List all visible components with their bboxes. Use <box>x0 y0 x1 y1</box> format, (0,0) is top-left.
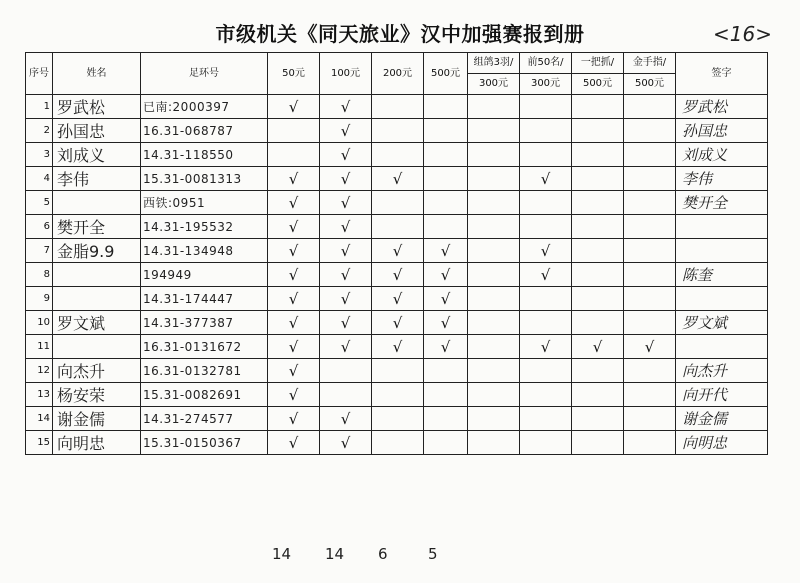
fee-50-cell: √ <box>268 335 320 359</box>
ring-number-cell <box>141 119 268 143</box>
group-cell <box>468 215 520 239</box>
seq-cell: 15 <box>26 431 53 455</box>
fee-100-cell: √ <box>320 263 372 287</box>
fee-100-cell: √ <box>320 167 372 191</box>
header-gold-top: 金手指/ <box>624 53 676 74</box>
name-cell <box>53 143 141 167</box>
fee-50-cell: √ <box>268 431 320 455</box>
document-title: 市级机关《同天旅业》汉中加强赛报到册 <box>215 22 585 46</box>
table-row <box>26 215 768 239</box>
fee-500-cell: √ <box>424 263 468 287</box>
group-cell <box>468 383 520 407</box>
fee-50-cell: √ <box>268 191 320 215</box>
fee-500-cell: √ <box>424 311 468 335</box>
header-grab-top: 一把抓/ <box>572 53 624 74</box>
group-cell <box>468 119 520 143</box>
table-row <box>26 407 768 431</box>
ring-number-cell <box>141 359 268 383</box>
ring-number-cell-text: 16.31-068787 <box>143 123 234 138</box>
group-cell <box>468 311 520 335</box>
name-cell <box>53 359 141 383</box>
ring-number-cell-text: 已南:2000397 <box>143 100 230 114</box>
name-cell <box>53 215 141 239</box>
fee-200-cell <box>372 191 424 215</box>
fee-200-cell <box>372 95 424 119</box>
top50-cell <box>520 287 572 311</box>
fee-500-cell <box>424 431 468 455</box>
ring-number-cell-text: 16.31-0131672 <box>143 339 242 354</box>
top50-cell <box>520 119 572 143</box>
signature-cell-text <box>676 242 682 260</box>
seq-cell: 12 <box>26 359 53 383</box>
ring-number-cell-text: 15.31-0150367 <box>143 435 242 450</box>
name-cell <box>53 263 141 287</box>
grab-cell <box>572 191 624 215</box>
name-cell <box>53 383 141 407</box>
ring-number-cell-text: 16.31-0132781 <box>143 363 242 378</box>
seq-cell: 4 <box>26 167 53 191</box>
name-cell-text <box>53 265 57 284</box>
name-cell <box>53 407 141 431</box>
fee-100-cell: √ <box>320 407 372 431</box>
fee-200-cell <box>372 359 424 383</box>
signature-cell-text: 向开代 <box>682 386 728 404</box>
name-cell <box>53 311 141 335</box>
grab-cell <box>572 215 624 239</box>
seq-cell: 13 <box>26 383 53 407</box>
fee-200-cell <box>372 143 424 167</box>
ring-number-cell-text: 14.31-118550 <box>143 147 234 162</box>
fee-500-cell: √ <box>424 239 468 263</box>
signature-cell <box>676 191 768 215</box>
fee-500-cell <box>424 407 468 431</box>
fee-500-cell <box>424 95 468 119</box>
group-cell <box>468 287 520 311</box>
grab-cell <box>572 95 624 119</box>
seq-cell: 3 <box>26 143 53 167</box>
ring-number-cell <box>141 239 268 263</box>
fee-50-cell <box>268 119 320 143</box>
seq-cell: 7 <box>26 239 53 263</box>
header-50: 50元 <box>268 53 320 95</box>
name-cell <box>53 119 141 143</box>
registration-table <box>25 52 768 455</box>
fee-500-cell: √ <box>424 287 468 311</box>
fee-100-cell: √ <box>320 287 372 311</box>
table-row <box>26 335 768 359</box>
ring-number-cell-text: 14.31-134948 <box>143 243 234 258</box>
page-number: <16> <box>713 22 772 46</box>
ring-number-cell-text: 14.31-195532 <box>143 219 234 234</box>
seq-cell: 2 <box>26 119 53 143</box>
grab-cell <box>572 359 624 383</box>
top50-cell <box>520 383 572 407</box>
fee-500-cell <box>424 383 468 407</box>
ring-number-cell <box>141 287 268 311</box>
fee-200-cell <box>372 215 424 239</box>
fee-200-cell: √ <box>372 311 424 335</box>
fee-200-cell <box>372 407 424 431</box>
grab-cell <box>572 311 624 335</box>
top50-cell <box>520 431 572 455</box>
top50-cell: √ <box>520 239 572 263</box>
header-seq: 序号 <box>26 53 53 95</box>
group-cell <box>468 359 520 383</box>
fee-500-cell <box>424 143 468 167</box>
group-cell <box>468 239 520 263</box>
gold-cell: √ <box>624 335 676 359</box>
fee-200-cell: √ <box>372 287 424 311</box>
fee-100-cell: √ <box>320 335 372 359</box>
fee-500-cell <box>424 191 468 215</box>
name-cell <box>53 431 141 455</box>
table-row <box>26 359 768 383</box>
table-row <box>26 239 768 263</box>
signature-cell-text: 李伟 <box>682 170 713 188</box>
ring-number-cell <box>141 167 268 191</box>
ring-number-cell <box>141 215 268 239</box>
fee-200-cell: √ <box>372 263 424 287</box>
top50-cell: √ <box>520 263 572 287</box>
group-cell <box>468 431 520 455</box>
name-cell-text: 金脂9.9 <box>57 242 115 261</box>
total-500: 5 <box>428 545 438 563</box>
gold-cell <box>624 191 676 215</box>
signature-cell <box>676 407 768 431</box>
name-cell <box>53 191 141 215</box>
fee-500-cell <box>424 215 468 239</box>
ring-number-cell <box>141 431 268 455</box>
ring-number-cell <box>141 143 268 167</box>
fee-500-cell <box>424 359 468 383</box>
grab-cell <box>572 119 624 143</box>
name-cell-text: 孙国忠 <box>57 122 106 141</box>
top50-cell <box>520 407 572 431</box>
fee-100-cell <box>320 359 372 383</box>
fee-200-cell: √ <box>372 167 424 191</box>
seq-cell: 6 <box>26 215 53 239</box>
table-row <box>26 431 768 455</box>
gold-cell <box>624 167 676 191</box>
fee-100-cell: √ <box>320 119 372 143</box>
header-top50-bottom: 300元 <box>520 74 572 95</box>
top50-cell <box>520 359 572 383</box>
header-group-bottom: 300元 <box>468 74 520 95</box>
name-cell-text: 刘成义 <box>57 146 106 165</box>
total-200: 6 <box>378 545 388 563</box>
grab-cell <box>572 431 624 455</box>
signature-cell-text: 刘成义 <box>682 146 728 164</box>
signature-cell-text <box>676 218 682 236</box>
table-row <box>26 167 768 191</box>
header-sign: 签字 <box>676 53 768 95</box>
gold-cell <box>624 119 676 143</box>
signature-cell <box>676 359 768 383</box>
fee-200-cell: √ <box>372 239 424 263</box>
header-ring: 足环号 <box>141 53 268 95</box>
gold-cell <box>624 263 676 287</box>
signature-cell <box>676 383 768 407</box>
fee-200-cell <box>372 431 424 455</box>
name-cell-text: 李伟 <box>57 170 90 189</box>
seq-cell: 10 <box>26 311 53 335</box>
ring-number-cell <box>141 191 268 215</box>
name-cell <box>53 287 141 311</box>
header-top50-top: 前50名/ <box>520 53 572 74</box>
header-group-top: 组鸽3羽/ <box>468 53 520 74</box>
header-500: 500元 <box>424 53 468 95</box>
grab-cell <box>572 383 624 407</box>
seq-cell: 11 <box>26 335 53 359</box>
fee-500-cell <box>424 167 468 191</box>
table-row <box>26 95 768 119</box>
fee-50-cell: √ <box>268 407 320 431</box>
header-grab-bottom: 500元 <box>572 74 624 95</box>
grab-cell <box>572 263 624 287</box>
signature-cell-text: 向杰升 <box>682 362 728 380</box>
signature-cell-text: 孙国忠 <box>682 122 728 140</box>
name-cell-text: 罗武松 <box>57 98 106 117</box>
name-cell <box>53 335 141 359</box>
top50-cell <box>520 215 572 239</box>
top50-cell <box>520 95 572 119</box>
gold-cell <box>624 287 676 311</box>
ring-number-cell-text: 14.31-377387 <box>143 315 234 330</box>
fee-500-cell: √ <box>424 335 468 359</box>
signature-cell <box>676 143 768 167</box>
top50-cell: √ <box>520 167 572 191</box>
header-gold-bottom: 500元 <box>624 74 676 95</box>
fee-100-cell: √ <box>320 311 372 335</box>
grab-cell <box>572 167 624 191</box>
seq-cell: 5 <box>26 191 53 215</box>
table-row <box>26 191 768 215</box>
header-100: 100元 <box>320 53 372 95</box>
signature-cell <box>676 287 768 311</box>
fee-50-cell: √ <box>268 383 320 407</box>
group-cell <box>468 407 520 431</box>
ring-number-cell-text: 14.31-274577 <box>143 411 234 426</box>
signature-cell <box>676 167 768 191</box>
table-row <box>26 383 768 407</box>
gold-cell <box>624 215 676 239</box>
ring-number-cell-text: 194949 <box>143 267 192 282</box>
signature-cell <box>676 215 768 239</box>
fee-50-cell: √ <box>268 95 320 119</box>
gold-cell <box>624 143 676 167</box>
table-row <box>26 287 768 311</box>
total-50: 14 <box>272 545 292 563</box>
fee-50-cell: √ <box>268 311 320 335</box>
seq-cell: 14 <box>26 407 53 431</box>
signature-cell-text: 向明忠 <box>682 434 728 452</box>
signature-cell <box>676 335 768 359</box>
fee-100-cell: √ <box>320 95 372 119</box>
fee-100-cell: √ <box>320 143 372 167</box>
ring-number-cell-text: 14.31-174447 <box>143 291 234 306</box>
grab-cell <box>572 143 624 167</box>
signature-cell-text: 罗文斌 <box>682 314 728 332</box>
fee-200-cell: √ <box>372 335 424 359</box>
signature-cell <box>676 95 768 119</box>
name-cell <box>53 167 141 191</box>
signature-cell <box>676 311 768 335</box>
fee-100-cell: √ <box>320 191 372 215</box>
seq-cell: 8 <box>26 263 53 287</box>
fee-50-cell: √ <box>268 167 320 191</box>
name-cell-text <box>53 193 57 212</box>
name-cell-text: 樊开全 <box>57 218 106 237</box>
gold-cell <box>624 95 676 119</box>
fee-50-cell: √ <box>268 215 320 239</box>
name-cell-text <box>53 289 57 308</box>
grab-cell <box>572 239 624 263</box>
name-cell-text <box>53 337 57 356</box>
ring-number-cell <box>141 263 268 287</box>
signature-cell-text: 谢金儒 <box>682 410 728 428</box>
name-cell-text: 罗文斌 <box>57 314 106 333</box>
group-cell <box>468 95 520 119</box>
gold-cell <box>624 239 676 263</box>
name-cell <box>53 95 141 119</box>
name-cell-text: 向杰升 <box>57 362 106 381</box>
ring-number-cell <box>141 95 268 119</box>
group-cell <box>468 263 520 287</box>
fee-200-cell <box>372 119 424 143</box>
fee-50-cell: √ <box>268 263 320 287</box>
table-row <box>26 311 768 335</box>
fee-50-cell: √ <box>268 239 320 263</box>
ring-number-cell <box>141 311 268 335</box>
name-cell-text: 向明忠 <box>57 434 106 453</box>
grab-cell <box>572 287 624 311</box>
total-100: 14 <box>325 545 345 563</box>
top50-cell <box>520 311 572 335</box>
group-cell <box>468 167 520 191</box>
header-200: 200元 <box>372 53 424 95</box>
table-row <box>26 119 768 143</box>
ring-number-cell-text: 西铁:0951 <box>143 196 206 210</box>
signature-cell <box>676 239 768 263</box>
table-row <box>26 143 768 167</box>
fee-50-cell: √ <box>268 359 320 383</box>
gold-cell <box>624 311 676 335</box>
table-row <box>26 263 768 287</box>
fee-100-cell: √ <box>320 239 372 263</box>
header-name: 姓名 <box>53 53 141 95</box>
fee-100-cell: √ <box>320 431 372 455</box>
ring-number-cell <box>141 407 268 431</box>
fee-200-cell <box>372 383 424 407</box>
fee-100-cell: √ <box>320 215 372 239</box>
fee-50-cell <box>268 143 320 167</box>
gold-cell <box>624 431 676 455</box>
name-cell-text: 谢金儒 <box>57 410 106 429</box>
gold-cell <box>624 383 676 407</box>
signature-cell-text: 陈奎 <box>682 266 713 284</box>
seq-cell: 1 <box>26 95 53 119</box>
name-cell <box>53 239 141 263</box>
fee-50-cell: √ <box>268 287 320 311</box>
group-cell <box>468 143 520 167</box>
ring-number-cell <box>141 383 268 407</box>
top50-cell: √ <box>520 335 572 359</box>
group-cell <box>468 335 520 359</box>
gold-cell <box>624 407 676 431</box>
signature-cell <box>676 119 768 143</box>
grab-cell <box>572 407 624 431</box>
ring-number-cell-text: 15.31-0081313 <box>143 171 242 186</box>
signature-cell <box>676 263 768 287</box>
ring-number-cell <box>141 335 268 359</box>
signature-cell-text: 罗武松 <box>682 98 728 116</box>
top50-cell <box>520 143 572 167</box>
grab-cell: √ <box>572 335 624 359</box>
fee-500-cell <box>424 119 468 143</box>
signature-cell <box>676 431 768 455</box>
top50-cell <box>520 191 572 215</box>
gold-cell <box>624 359 676 383</box>
ring-number-cell-text: 15.31-0082691 <box>143 387 242 402</box>
group-cell <box>468 191 520 215</box>
signature-cell-text <box>676 290 682 308</box>
signature-cell-text: 樊开全 <box>682 194 728 212</box>
name-cell-text: 杨安荣 <box>57 386 106 405</box>
fee-100-cell <box>320 383 372 407</box>
signature-cell-text <box>676 338 682 356</box>
seq-cell: 9 <box>26 287 53 311</box>
